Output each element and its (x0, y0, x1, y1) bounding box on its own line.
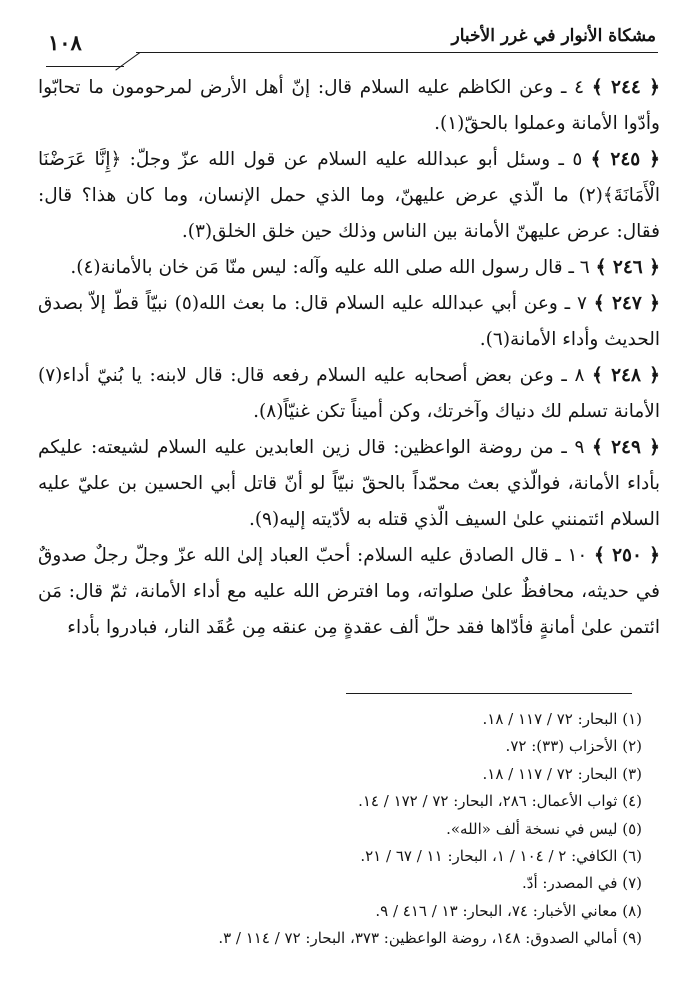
hadith-entry (38, 358, 660, 430)
hadith-text: ٥ ـ وسئل أبو عبدالله عليه السلام عن قول الله عزّ وجلّ: ﴿إِنَّا عَرَضْنَا الْأَمَانَةَ﴾(٢) ما الّذي عرض عليهنّ، وما الذي حمل الإنسان، وما كان هذا؟ قال: فقال: عرض عليهنّ الأمانة بين الناس وذلك حين خلق الخلق(٣). (38, 149, 660, 242)
footnote: (٥) ليس في نسخة ألف «الله». (446, 819, 642, 838)
page-number: ١٠٨ (48, 30, 82, 55)
hadith-entry (38, 142, 660, 250)
footnotes (42, 706, 642, 953)
footnotes-separator (346, 693, 632, 694)
hadith-entry (38, 70, 660, 142)
footnote: (٣) البحار: ٧٢ / ١١٧ / ١٨. (482, 764, 642, 783)
hadith-number: ﴿ ٢٤٦ ﴾ (595, 257, 660, 278)
header-rule (136, 52, 658, 53)
running-title: مشكاة الأنوار في غرر الأخبار (451, 26, 656, 46)
hadith-entry (38, 538, 660, 646)
hadith-text: ٩ ـ من روضة الواعظين: قال زين العابدين عليه السلام لشيعته: عليكم بأداء الأمانة، فوالّذي بعث محمّداً بالحقّ نبيّاً لو أنّ قاتل أبي الحسين بن عليّ عليه السلام ائتمنني علىٰ السيف الّذي قتله به لأدّيته إليه(٩). (38, 437, 660, 530)
footnote: (٤) ثواب الأعمال: ٢٨٦، البحار: ٧٢ / ١٧٢ / ١٤. (358, 792, 642, 811)
hadith-number: ﴿ ٢٤٧ ﴾ (593, 293, 661, 314)
hadith-entry (38, 430, 660, 538)
hadith-text: ٤ ـ وعن الكاظم عليه السلام قال: إنّ أهل الأرض لمرحومون ما تحابّوا وأدّوا الأمانة وعملوا بالحقّ(١). (38, 77, 660, 134)
hadith-text: ٦ ـ قال رسول الله صلى الله عليه وآله: ليس منّا مَن خان بالأمانة(٤). (70, 257, 590, 278)
footnote: (٧) في المصدر: أدّ. (522, 874, 642, 893)
footnote: (٨) معاني الأخبار: ٧٤، البحار: ١٣ / ٤١٦ / ٩. (375, 901, 642, 920)
hadith-entry (38, 250, 660, 286)
hadith-text: ٧ ـ وعن أبي عبدالله عليه السلام قال: ما بعث الله(٥) نبيّاً قطّ إلاّ بصدق الحديث وأداء الأمانة(٦). (38, 293, 660, 350)
page-number-underline (46, 66, 124, 67)
main-text (38, 70, 660, 646)
footnote: (٢) الأحزاب (٣٣): ٧٢. (505, 737, 642, 756)
hadith-number: ﴿ ٢٤٥ ﴾ (590, 149, 660, 170)
header-rule-slant (115, 52, 140, 71)
hadith-number: ﴿ ٢٤٤ ﴾ (591, 77, 661, 98)
footnote: (٦) الكافي: ٢ / ١٠٤ / ١، البحار: ١١ / ٦٧ / ٢١. (360, 847, 642, 866)
footnote: (١) البحار: ٧٢ / ١١٧ / ١٨. (482, 710, 642, 728)
hadith-entry (38, 286, 660, 358)
footnote: (٩) أمالي الصدوق: ١٤٨، روضة الواعظين: ٣٧٣، البحار: ٧٢ / ١١٤ / ٣. (218, 929, 642, 948)
hadith-number: ﴿ ٢٤٩ ﴾ (592, 437, 661, 458)
hadith-number: ﴿ ٢٤٨ ﴾ (592, 365, 661, 386)
hadith-text: ٨ ـ وعن بعض أصحابه عليه السلام رفعه قال: قال لابنه: يا بُنيّ أداء(٧) الأمانة تسلم لك دنياك وآخرتك، وكن أميناً تكن غنيّاً(٨). (38, 365, 660, 422)
page-header (40, 22, 658, 58)
hadith-text: ١٠ ـ قال الصادق عليه السلام: أحبّ العباد إلىٰ الله عزّ وجلّ رجلٌ صدوقٌ في حديثه، محافظٌ علىٰ صلواته، وما افترض الله عليه مع أداء الأمانة، ثمّ قال: مَن ائتمن علىٰ أمانةٍ فأدّاها فقد حلّ ألف عقدةٍ مِن عنقه مِن عُقَد النار، فبادروا بأداء (38, 545, 660, 638)
hadith-number: ﴿ ٢٥٠ ﴾ (594, 545, 661, 566)
